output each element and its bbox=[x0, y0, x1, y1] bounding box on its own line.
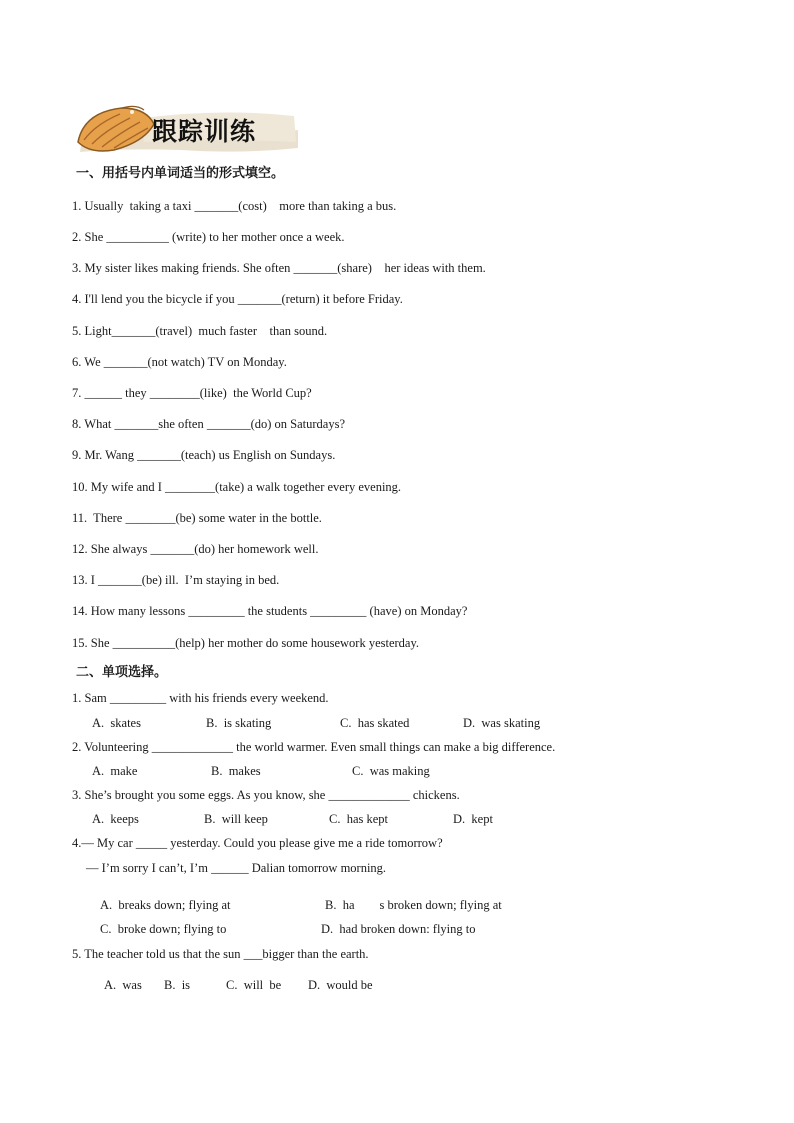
question-stem: 4.— My car _____ yesterday. Could you please give me a ride tomorrow? bbox=[72, 836, 443, 850]
question-item: 9. Mr. Wang _______(teach) us English on Sundays. bbox=[72, 448, 336, 462]
option-b: B. is skating bbox=[206, 716, 272, 730]
option-b: B. makes bbox=[211, 764, 261, 778]
option-c: C. has kept bbox=[329, 812, 389, 826]
question-item: 12. She always _______(do) her homework well. bbox=[72, 542, 319, 556]
option-c: C. was making bbox=[352, 764, 430, 778]
section-heading: 二、单项选择。 bbox=[76, 665, 168, 680]
question-item: 10. My wife and I ________(take) a walk together every evening. bbox=[72, 480, 402, 494]
option-d: D. kept bbox=[453, 812, 493, 826]
question-item: 8. What _______she often _______(do) on Saturdays? bbox=[72, 417, 345, 431]
option-a: A. make bbox=[92, 764, 138, 778]
question-stem: 2. Volunteering _____________ the world warmer. Even small things can make a big difference. bbox=[72, 740, 556, 754]
question-item: 2. She __________ (write) to her mother once a week. bbox=[72, 230, 345, 244]
option-c: C. broke down; flying to bbox=[100, 922, 227, 936]
question-stem: 1. Sam _________ with his friends every weekend. bbox=[72, 691, 329, 705]
option-d: D. was skating bbox=[463, 716, 541, 730]
option-a: A. keeps bbox=[92, 812, 139, 826]
question-item: 1. Usually taking a taxi _______(cost) more than taking a bus. bbox=[72, 199, 397, 213]
question-item: 4. I'll lend you the bicycle if you _______(return) it before Friday. bbox=[72, 292, 403, 306]
question-reply: — I’m sorry I can’t, I’m ______ Dalian tomorrow morning. bbox=[86, 861, 387, 875]
option-c: C. has skated bbox=[340, 716, 410, 730]
banner-title: 跟踪训练 bbox=[152, 117, 257, 146]
question-stem: 3. She’s brought you some eggs. As you know, she _____________ chickens. bbox=[72, 788, 460, 802]
option-a: A. skates bbox=[92, 716, 141, 730]
question-item: 15. She __________(help) her mother do some housework yesterday. bbox=[72, 636, 420, 650]
question-item: 13. I _______(be) ill. I’m staying in bed. bbox=[72, 573, 280, 587]
question-item: 5. Light_______(travel) much faster than sound. bbox=[72, 324, 328, 338]
option-d: D. had broken down: flying to bbox=[321, 922, 476, 936]
question-item: 11. There ________(be) some water in the bottle. bbox=[72, 511, 322, 525]
section-heading: 一、用括号内单词适当的形式填空。 bbox=[76, 166, 285, 181]
option-a: A. breaks down; flying at bbox=[100, 898, 231, 912]
option-a: A. was bbox=[104, 978, 142, 992]
option-d: D. would be bbox=[308, 978, 373, 992]
question-item: 7. ______ they ________(like) the World Cup? bbox=[72, 386, 312, 400]
option-c: C. will be bbox=[226, 978, 282, 992]
question-item: 6. We _______(not watch) TV on Monday. bbox=[72, 355, 287, 369]
question-item: 3. My sister likes making friends. She often _______(share) her ideas with them. bbox=[72, 261, 486, 275]
question-item: 14. How many lessons _________ the students _________ (have) on Monday? bbox=[72, 604, 468, 618]
option-b: B. is bbox=[164, 978, 191, 992]
option-b: B. will keep bbox=[204, 812, 268, 826]
question-stem: 5. The teacher told us that the sun ___bigger than the earth. bbox=[72, 947, 369, 961]
option-b: B. ha s broken down; flying at bbox=[325, 898, 502, 912]
